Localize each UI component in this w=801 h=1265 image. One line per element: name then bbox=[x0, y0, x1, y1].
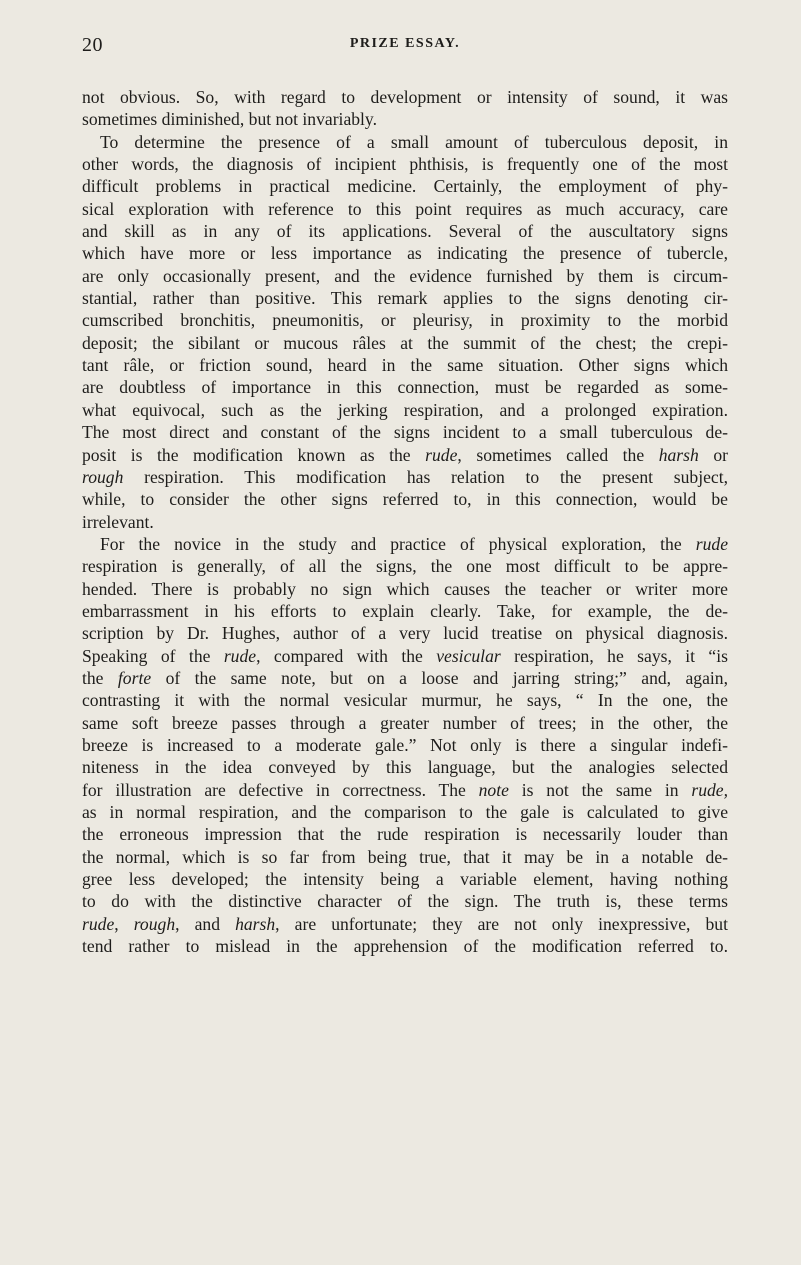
text-line: the normal, which is so far from being true, that it may be in a notable de- bbox=[82, 846, 728, 867]
text-segment: Speaking of the bbox=[82, 645, 224, 666]
text-line: To determine the presence of a small amount of tuberculous deposit, in bbox=[100, 131, 728, 152]
italic-term: rude bbox=[695, 533, 728, 554]
text-line: other words, the diagnosis of incipient phthisis, is frequently one of the most bbox=[82, 154, 728, 175]
text-line: embarrassment in his efforts to explain clearly. Take, for example, the de- bbox=[82, 600, 728, 621]
text-segment: , are unfortunate; they are not only inexpressive, but bbox=[275, 913, 728, 934]
text-line bbox=[82, 779, 728, 801]
text-line bbox=[82, 645, 728, 667]
body-text bbox=[82, 86, 728, 957]
text-line: hended. There is probably no sign which causes the teacher or writer more bbox=[82, 578, 728, 599]
italic-term: rude bbox=[82, 913, 115, 934]
text-line: are doubtless of importance in this connection, must be regarded as some- bbox=[82, 377, 728, 398]
text-segment: is not the same in bbox=[508, 779, 692, 800]
text-line: niteness in the idea conveyed by this language, but the analogies selected bbox=[82, 757, 728, 778]
italic-term: rough bbox=[133, 913, 176, 934]
text-segment: of the same note, but on a loose and jarring string;” and, again, bbox=[151, 667, 728, 688]
text-segment: respiration. This modification has relation to the present subject, bbox=[123, 466, 728, 487]
text-line: cumscribed bronchitis, pneumonitis, or pleurisy, in proximity to the morbid bbox=[82, 310, 728, 331]
text-line: are only occasionally present, and the evidence furnished by them is circum- bbox=[82, 265, 728, 286]
italic-term: rude, bbox=[691, 779, 728, 800]
text-line: the erroneous impression that the rude respiration is necessarily louder than bbox=[82, 824, 728, 845]
text-line: while, to consider the other signs referred to, in this connection, would be bbox=[82, 489, 728, 510]
text-line bbox=[82, 913, 728, 935]
text-line: scription by Dr. Hughes, author of a very lucid treatise on physical diagnosis. bbox=[82, 623, 728, 644]
text-line: gree less developed; the intensity being a variable element, having nothing bbox=[82, 869, 728, 890]
italic-term: forte bbox=[117, 667, 152, 688]
italic-term: harsh bbox=[658, 444, 699, 465]
text-line: to do with the distinctive character of the sign. The truth is, these terms bbox=[82, 891, 728, 912]
text-segment: the bbox=[82, 667, 118, 688]
text-segment: For the novice in the study and practice of physical exploration, the bbox=[100, 533, 696, 554]
text-segment: posit is the modification known as the bbox=[82, 444, 426, 465]
text-line: and skill as in any of its applications. Several of the auscultatory signs bbox=[82, 221, 728, 242]
italic-term: vesicular bbox=[436, 645, 501, 666]
text-segment: respiration, he says, it “is bbox=[500, 645, 728, 666]
text-line: tend rather to mislead in the apprehension of the modification referred to. bbox=[82, 936, 728, 957]
text-line bbox=[82, 533, 728, 555]
text-segment: or bbox=[698, 444, 728, 465]
text-segment: , and bbox=[175, 913, 236, 934]
text-line: as in normal respiration, and the comparison to the gale is calculated to give bbox=[82, 802, 728, 822]
text-line: what equivocal, such as the jerking respiration, and a prolonged expiration. bbox=[82, 399, 728, 420]
text-line: contrasting it with the normal vesicular murmur, he says, “ In the one, the bbox=[82, 690, 728, 711]
text-line: which have more or less importance as indicating the presence of tubercle, bbox=[82, 243, 728, 264]
text-line bbox=[82, 466, 728, 488]
running-title: PRIZE ESSAY. bbox=[349, 36, 461, 51]
text-line: sometimes diminished, but not invariably. bbox=[82, 109, 377, 130]
text-segment: , bbox=[114, 913, 134, 934]
text-line: tant râle, or friction sound, heard in the same situation. Other signs which bbox=[82, 355, 728, 376]
italic-term: harsh bbox=[235, 913, 276, 934]
text-line: same soft breeze passes through a greater number of trees; in the other, the bbox=[82, 712, 728, 733]
page-number: 20 bbox=[82, 34, 103, 56]
text-line: The most direct and constant of the signs incident to a small tuberculous de- bbox=[82, 422, 728, 443]
text-line bbox=[82, 444, 728, 466]
text-line: deposit; the sibilant or mucous râles at the summit of the chest; the crepi- bbox=[82, 332, 728, 353]
italic-term: rude bbox=[223, 645, 257, 666]
text-line: sical exploration with reference to this point requires as much accuracy, care bbox=[82, 198, 728, 219]
text-line: stantial, rather than positive. This remark applies to the signs denoting cir- bbox=[82, 288, 728, 309]
running-head bbox=[82, 34, 728, 56]
italic-term: rude bbox=[425, 444, 458, 465]
text-segment: for illustration are defective in correctness. The bbox=[82, 779, 479, 800]
italic-term: note bbox=[478, 779, 509, 800]
text-line bbox=[82, 667, 728, 689]
text-line: irrelevant. bbox=[82, 511, 154, 532]
text-line: respiration is generally, of all the signs, the one most difficult to be appre- bbox=[82, 556, 728, 577]
italic-term: rough bbox=[82, 466, 124, 487]
text-segment: , compared with the bbox=[256, 645, 437, 666]
text-line: difficult problems in practical medicine. Certainly, the employment of phy- bbox=[82, 176, 728, 197]
text-line: breeze is increased to a moderate gale.” Not only is there a singular indefi- bbox=[82, 734, 728, 755]
text-line: not obvious. So, with regard to development or intensity of sound, it was bbox=[82, 87, 728, 107]
text-segment: , sometimes called the bbox=[457, 444, 659, 465]
